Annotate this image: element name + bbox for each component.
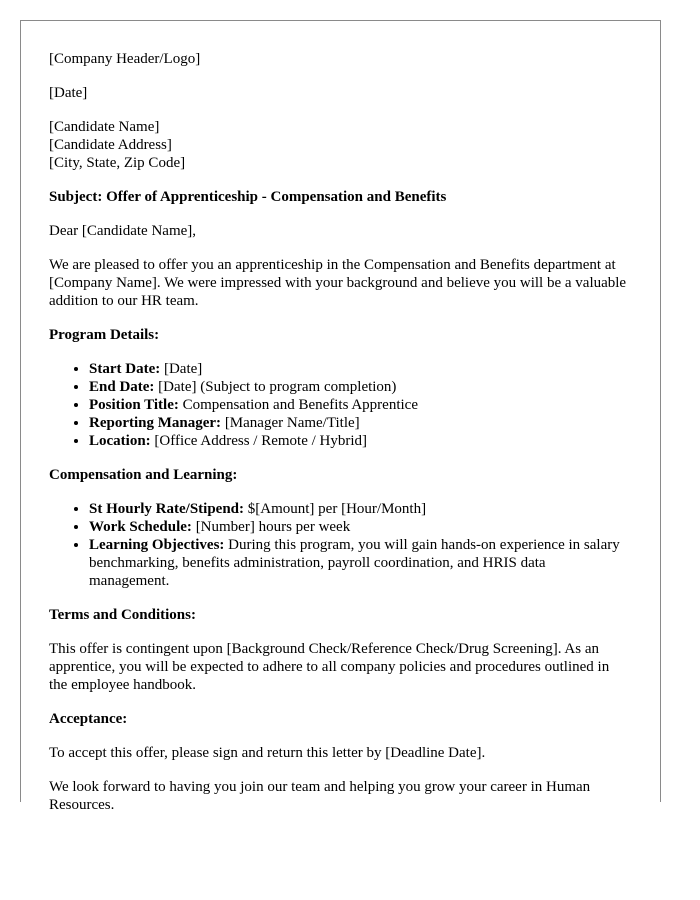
closing-paragraph: We look forward to having you join our team and helping you grow your career in Human Resources. xyxy=(49,779,591,813)
list-item xyxy=(89,536,629,590)
list-item xyxy=(89,378,629,396)
item-label: Learning Objectives: xyxy=(89,537,225,553)
item-value: [Date] (Subject to program completion) xyxy=(154,379,397,395)
item-label: Work Schedule: xyxy=(89,519,192,535)
program-details-heading: Program Details: xyxy=(49,327,160,343)
item-label: End Date: xyxy=(89,379,155,395)
acceptance-heading: Acceptance: xyxy=(49,711,128,727)
list-item xyxy=(89,432,629,450)
acceptance-paragraph: To accept this offer, please sign and return this letter by [Deadline Date]. xyxy=(49,745,486,761)
item-value: [Manager Name/Title] xyxy=(221,415,360,431)
item-value: During this program, you will gain hands-on experience in salary benchmarking, benefits administration, payroll coordination, and HRIS data management. xyxy=(89,537,620,589)
compensation-list xyxy=(49,500,629,590)
letter-date: [Date] xyxy=(49,85,88,101)
item-value: $[Amount] per [Hour/Month] xyxy=(244,501,427,517)
terms-paragraph: This offer is contingent upon [Background Check/Reference Check/Drug Screening]. As an apprentice, you will be expected to adhere to all company policies and procedures outlined in the employee handbook. xyxy=(49,641,610,693)
terms-heading: Terms and Conditions: xyxy=(49,607,196,623)
list-item xyxy=(89,360,629,378)
intro-paragraph: We are pleased to offer you an apprenticeship in the Compensation and Benefits department at [Company Name]. We were impressed with your background and believe you will be a valuable addition to our HR team. xyxy=(49,257,627,309)
item-label: St Hourly Rate/Stipend: xyxy=(89,501,245,517)
item-value: [Number] hours per week xyxy=(191,519,351,535)
recipient-address xyxy=(49,118,629,172)
compensation-heading: Compensation and Learning: xyxy=(49,467,238,483)
list-item xyxy=(89,396,629,414)
item-label: Reporting Manager: xyxy=(89,415,222,431)
item-label: Start Date: xyxy=(89,361,161,377)
item-label: Position Title: xyxy=(89,397,179,413)
program-details-list xyxy=(49,360,629,450)
item-value: [Date] xyxy=(160,361,203,377)
letter-body xyxy=(49,50,629,830)
list-item xyxy=(89,500,629,518)
candidate-city: [City, State, Zip Code] xyxy=(49,155,186,171)
salutation: Dear [Candidate Name], xyxy=(49,223,197,239)
item-label: Location: xyxy=(89,433,151,449)
candidate-name: [Candidate Name] xyxy=(49,119,160,135)
letter-page xyxy=(20,20,661,813)
item-value: Compensation and Benefits Apprentice xyxy=(178,397,418,413)
company-header: [Company Header/Logo] xyxy=(49,51,201,67)
item-value: [Office Address / Remote / Hybrid] xyxy=(150,433,368,449)
list-item xyxy=(89,518,629,536)
list-item xyxy=(89,414,629,432)
subject-line: Subject: Offer of Apprenticeship - Compensation and Benefits xyxy=(49,189,447,205)
candidate-address: [Candidate Address] xyxy=(49,137,172,153)
